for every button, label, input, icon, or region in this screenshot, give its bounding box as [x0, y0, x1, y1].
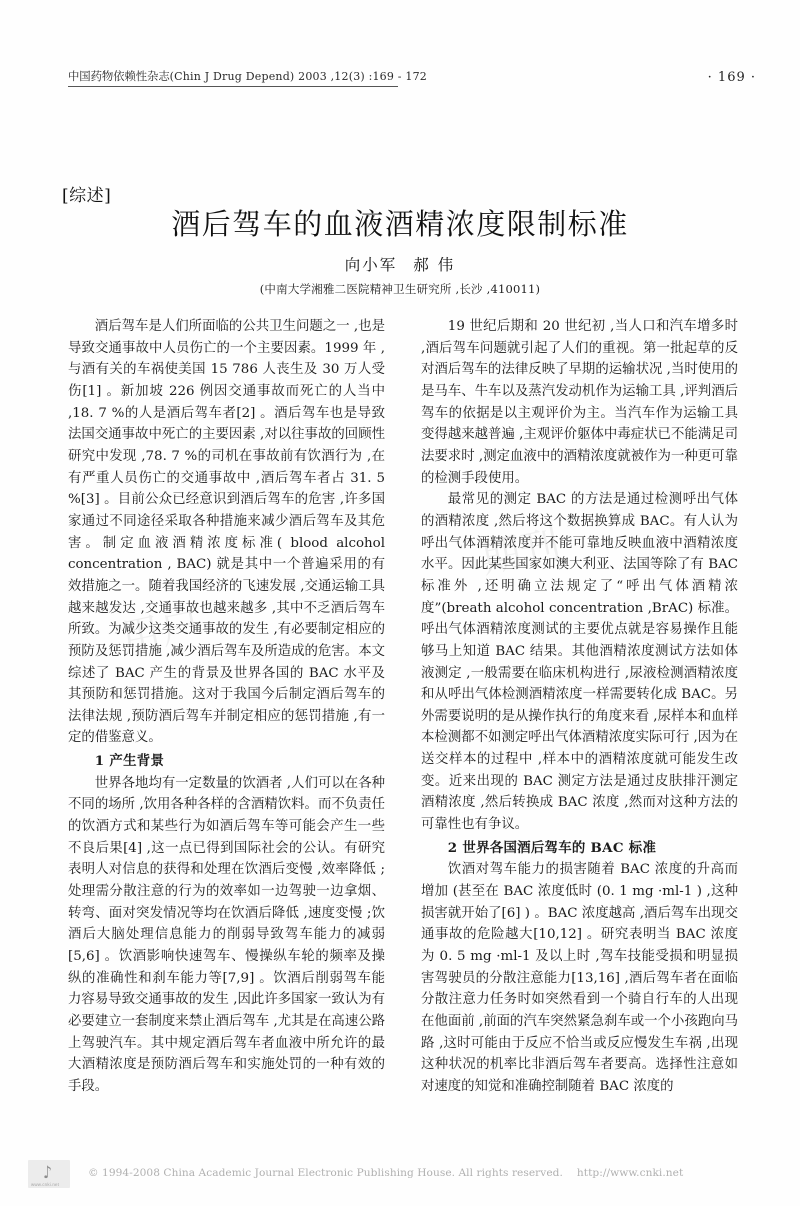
author-primary: 向小军: [344, 256, 398, 274]
scan-watermark: 用户: [116, 601, 205, 663]
affiliation: (中南大学湘雅二医院精神卫生研究所 ,长沙 ,410011): [259, 282, 541, 296]
section-heading-2: 2 世界各国酒后驾车的 BAC 标准: [447, 839, 657, 856]
paragraph: 酒后驾车是人们所面临的公共卫生问题之一 ,也是导致交通事故中人员伤亡的一个主要因素。1999 年 ,与酒有关的车祸使美国 15 786 人丧生及 30 万人受伤[1] 。新加坡 226 例因交通事故而死亡的人当中 ,18. 7 %的人是酒后驾车者[2] 。酒后驾车也是导致法国交通事故中死亡的主要因素 ,对以往事故的回顾性研究中发现 ,78. 7 %的司机在事故前有饮酒行为 ,在有严重人员伤亡的交通事故中 ,酒后驾车者占 31. 5 %[3] 。目前公众已经意识到酒后驾车的危害 ,许多国家通过不同途径采取各种措施来减少酒后驾车及其危害。制定血液酒精浓度标准( blood alcohol concentration , BAC) 就是其中一个普遍采用的有效措施之一。随着我国经济的飞速发展 ,交通运输工具越来越发达 ,交通事故也越来越多 ,其中不乏酒后驾车所致。为减少这类交通事故的发生 ,有必要制定相应的预防及惩罚措施 ,减少酒后驾车及所造成的危害。本文综述了 BAC 产生的背景及世界各国的 BAC 水平及其预防和惩罚措施。这对于我国今后制定酒后驾车的法律法规 ,预防酒后驾车并制定相应的惩罚措施 ,有一定的借鉴意义。: [68, 319, 385, 746]
section-heading-1: 1 产生背景: [94, 753, 165, 770]
running-head: [68, 68, 427, 87]
running-head-citation-en: (Chin J Drug Depend) 2003 ,12(3) :169 - 172: [169, 70, 427, 83]
author-list: [0, 253, 800, 275]
paragraph: 饮酒对驾车能力的损害随着 BAC 浓度的升高而增加 (甚至在 BAC 浓度低时 (0. 1 mg ·ml-1 ) ,这种损害就开始了[6] ) 。BAC 浓度越高 ,酒后驾车出现交通事故的危险越大[10,12] 。研究表明当 BAC 浓度为 0. 5 mg ·ml-1 及以上时 ,驾车技能受损和明显损害驾驶员的分散注意能力[13,16] ,酒后驾车者在面临分散注意力任务时如突然看到一个骑自行车的人出现在他面前 ,前面的汽车突然紧急刹车或一个小孩跑向马路 ,这时可能由于反应不恰当或反应慢发生车祸 ,出现这种状况的机率比非酒后驾车者要高。选择性注意如对速度的知觉和准确控制随着 BAC 浓度的: [421, 862, 738, 1094]
paragraph: 世界各地均有一定数量的饮酒者 ,人们可以在各种不同的场所 ,饮用各种各样的含酒精饮料。而不负责任的饮酒方式和某些行为如酒后驾车等可能会产生一些不良后果[4] ,这一点已得到国际社会的公认。有研究表明人对信息的获得和处理在饮酒后变慢 ,效率降低 ;处理需分散注意的行为的效率如一边驾驶一边拿烟、转弯、面对突发情况等均在饮酒后降低 ,速度变慢 ;饮酒后大脑处理信息能力的削弱导致驾车能力的减弱[5,6] 。饮酒影响快速驾车、慢操纵车轮的频率及操纵的准确性和刹车能力等[7,9] 。饮酒后削弱驾车能力容易导致交通事故的发生 ,因此许多国家一致认为有必要建立一套制度来禁止酒后驾车 ,尤其是在高速公路上驾驶汽车。其中规定酒后驾车者血液中所允许的最大酒精浓度是预防酒后驾车和实施处罚的一种有效的手段。: [68, 775, 385, 1094]
article-kind-label: [综述]: [62, 186, 112, 206]
cnki-url[interactable]: http://www.cnki.net: [576, 1167, 684, 1179]
cnki-logo-icon: [28, 1160, 70, 1188]
paragraph: 最常见的测定 BAC 的方法是通过检测呼出气体的酒精浓度 ,然后将这个数据换算成 BAC。有人认为呼出气体酒精浓度并不能可靠地反映血液中酒精浓度水平。因此某些国家如澳大利亚、法国等除了有 BAC 标准外 ,还明确立法规定了“呼出气体酒精浓度”(breath alcohol concentration ,BrAC) 标准。呼出气体酒精浓度测试的主要优点就是容易操作且能够马上知道 BAC 结果。其他酒精浓度测试方法如体液测定 ,一般需要在临床机构进行 ,尿液检测酒精浓度和从呼出气体检测酒精浓度一样需要转化成 BAC。另外需要说明的是从操作执行的角度来看 ,尿样本和血样本检测都不如测定呼出气体酒精浓度实际可行 ,因为在送交样本的过程中 ,样本中的酒精浓度就可能发生改变。近来出现的 BAC 测定方法是通过皮肤排汗测定酒精浓度 ,然后转换成 BAC 浓度 ,然而对这种方法的可靠性也有争议。: [421, 492, 738, 833]
column-left: [68, 316, 385, 1156]
page-footer: [0, 1158, 800, 1198]
logo-caption: www.cnki.net: [31, 1182, 60, 1187]
page-folio: · 169 ·: [707, 70, 756, 85]
copyright-text: © 1994-2008 China Academic Journal Electronic Publishing House. All rights reserved.: [88, 1167, 563, 1179]
column-right: [421, 316, 738, 1156]
running-head-journal-cn: 中国药物依赖性杂志: [68, 69, 170, 83]
article-body: [68, 316, 738, 1156]
copyright-notice: [88, 1167, 683, 1179]
author-secondary: 郝 伟: [413, 256, 456, 274]
page-title: 酒后驾车的血液酒精浓度限制标准: [171, 207, 629, 241]
scan-watermark: 期刊: [476, 521, 565, 583]
swoosh-glyph: ♪: [43, 1163, 52, 1183]
paragraph: 19 世纪后期和 20 世纪初 ,当人口和汽车增多时 ,酒后驾车问题就引起了人们的重视。第一批起草的反对酒后驾车的法律反映了早期的运输状况 ,当时使用的是马车、牛车以及蒸汽发动机作为运输工具 ,评判酒后驾车的依据是以主观评价为主。当汽车作为运输工具变得越来越普遍 ,主观评价躯体中毒症状已不能满足司法要求时 ,测定血液中的酒精浓度就被作为一种更可靠的检测手段使用。: [421, 319, 738, 486]
